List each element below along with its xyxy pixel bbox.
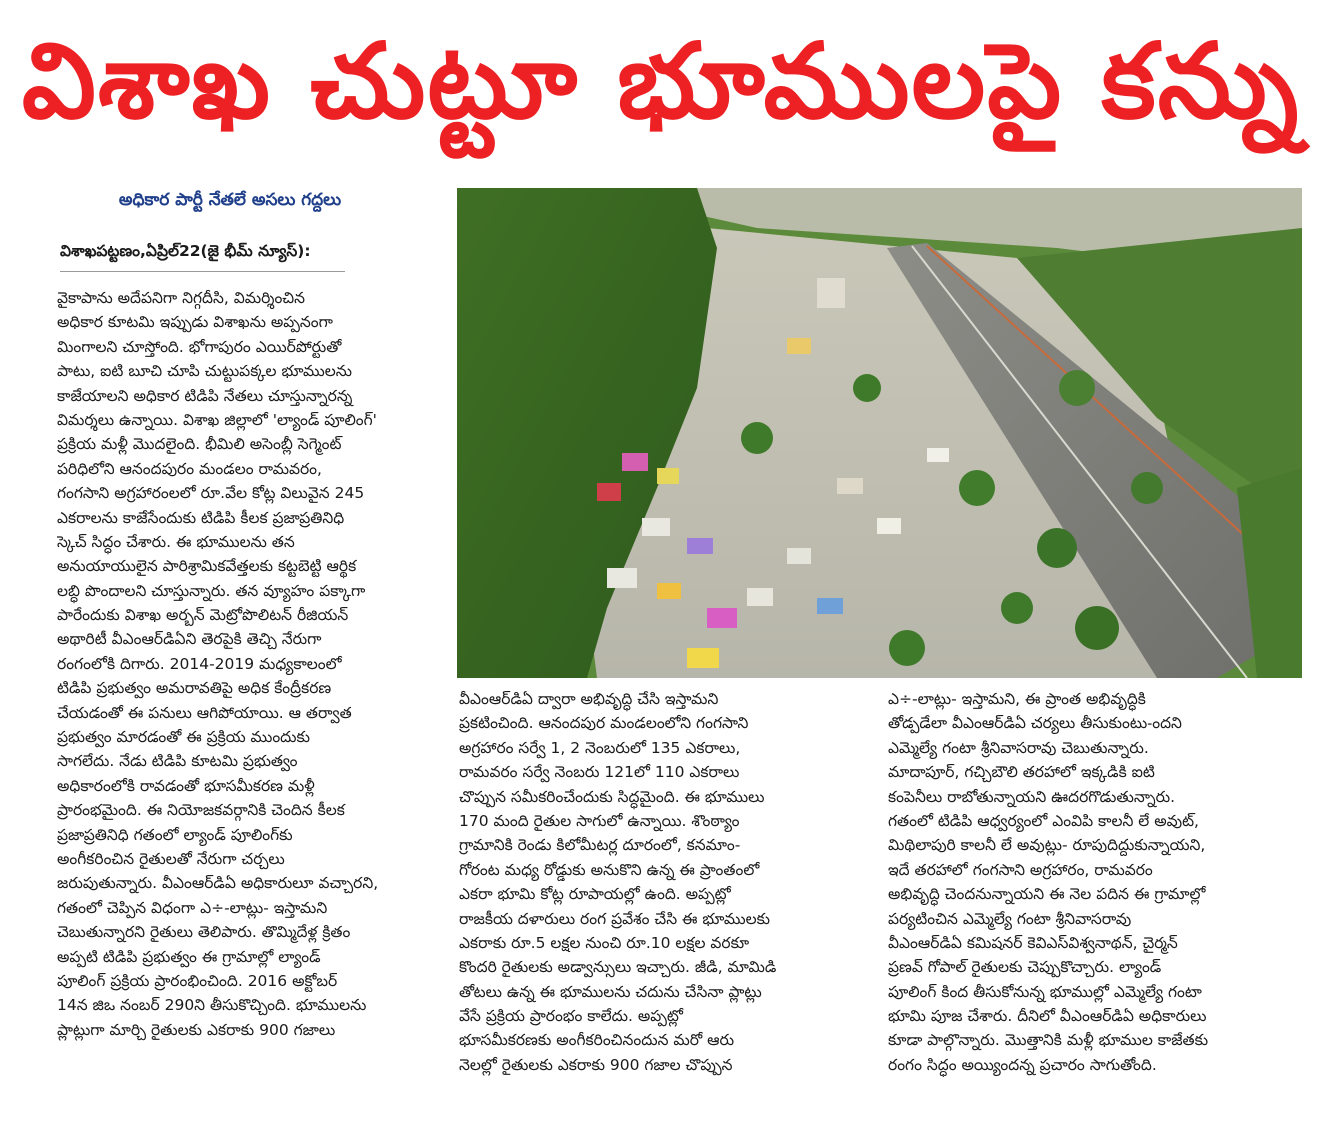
article-line: అప్పటి టిడిపి ప్రభుత్వం ఈ గ్రామాల్లో ల్యాండ్ (57, 947, 321, 966)
article-line: మిథిలాపురి కాలనీ లే అవుట్లు- రూపుదిద్దుకున్నాయని, (888, 836, 1206, 855)
article-line: కాజేయాలని అధికార టిడిపి నేతలు చూస్తున్నారన్న (57, 386, 353, 405)
headline: విశాఖ చుట్టూ భూములపై కన్ను (21, 20, 1301, 142)
article-line: నెలల్లో రైతులకు ఎకరాకు 900 గజాల చొప్పున (459, 1055, 733, 1074)
aerial-city-photo (457, 188, 1302, 678)
article-line: గతంలో చెప్పిన విధంగా ఎ÷-లాట్లు- ఇస్తామని (57, 898, 328, 917)
article-line: ఎ÷-లాట్లు- ఇస్తామని, ఈ ప్రాంత అభివృద్ధికి (888, 690, 1146, 708)
article-line: గ్రామానికి రెండు కిలోమీటర్ల దూరంలో, కనమాం- (459, 836, 741, 855)
article-line: చెబుతున్నారని రైతులు తెలిపారు. తొమ్మిదేళ్ల క్రితం (57, 923, 351, 942)
article-line: వేసే ప్రక్రియ ప్రారంభం కాలేదు. అప్పట్లో (459, 1007, 683, 1026)
article-line: తోడ్పడేలా వీఎంఆర్‌డిఏ చర్యలు తీసుకుంటు-ందని (888, 714, 1182, 733)
article-line: గతంలో టిడిపి ఆధ్వర్యంలో ఎంవిపి కాలనీ లే అవుట్, (888, 811, 1199, 830)
article-line: భూమి పూజ చేశారు. దీనిలో వీఎంఆర్‌డిఏ అధికారులు (888, 1007, 1207, 1026)
article-line: కంపెనీలు రాబోతున్నాయని ఊదరగొడుతున్నారు. (888, 787, 1176, 806)
article-line: రామవరం సర్వే నెంబరు 121లో 110 ఎకరాలు (459, 763, 740, 782)
article-line: ప్లాట్లుగా మార్చి రైతులకు ఎకరాకు 900 గజాలు (57, 1020, 336, 1039)
article-line: కొందరి రైతులకు అడ్వాన్సులు ఇచ్చారు. జీడి, మామిడి (459, 958, 777, 977)
article-line: విమర్శలు ఉన్నాయి. విశాఖ జిల్లాలో 'ల్యాండ్ పూలింగ్' (57, 410, 377, 429)
article-line: పాటు, ఐటి బూచి చూపి చుట్టుపక్కల భూములను (57, 362, 352, 381)
article-line: ప్రకటించింది. ఆనందపుర మండలంలోని గంగసాని (459, 714, 749, 733)
photo-illustration (457, 188, 1302, 678)
article-line: అంగీకరించిన రైతులతో నేరుగా చర్చలు (57, 849, 285, 868)
article-line: ప్రణవ్ గోపాల్ రైతులకు చెప్పుకొచ్చారు. ల్యాండ్ (888, 958, 1162, 977)
article-line: 14న జిఒ నంబర్ 290ని తీసుకొచ్చింది. భూములను (57, 996, 367, 1015)
article-line: వీఎంఆర్‌డిఏ ద్వారా అభివృద్ధి చేసి ఇస్తామని (459, 690, 719, 708)
article-line: పర్యటించిన ఎమ్మెల్యే గంటా శ్రీనివాసరావు (888, 909, 1132, 928)
article-line: ప్రజాప్రతినిధి గతంలో ల్యాండ్ పూలింగ్‌కు (57, 825, 293, 844)
article-line: అధికారంలోకి రావడంతో భూసమీకరణ మళ్లీ (57, 776, 315, 795)
article-line: ప్రభుత్వం మారడంతో ఈ ప్రక్రియ ముందుకు (57, 728, 310, 747)
article-line: రంగంలోకి దిగారు. 2014-2019 మధ్యకాలంలో (57, 654, 342, 673)
article-line: పూలింగ్ ప్రక్రియ ప్రారంభించింది. 2016 అక్టోబర్ (57, 971, 338, 990)
article-line: జరుపుతున్నారు. వీఎంఆర్‌డిఏ అధికారులూ వచ్చారని, (57, 874, 379, 893)
article-line: పరిధిలోని ఆనందపురం మండలం రామవరం, (57, 459, 322, 478)
article-line: మింగాలని చూస్తోంది. భోగాపురం ఎయిర్‌పోర్టుతో (57, 337, 342, 356)
article-line: స్కెచ్ సిద్ధం చేశారు. ఈ భూములను తన (57, 532, 295, 551)
article-line: తోటలు ఉన్న ఈ భూములను చదును చేసినా ప్లాట్లు (459, 982, 762, 1001)
article-line: అథారిటీ వీఎంఆర్‌డిఏని తెరపైకి తెచ్చి నేరుగా (57, 630, 322, 649)
article-line: టిడిపి ప్రభుత్వం అమరావతిపై అధిక కేంద్రీకరణ (57, 679, 332, 698)
subheadline: అధికార పార్టీ నేతలే అసలు గద్దలు (118, 190, 342, 210)
article-line: అగ్రహారం సర్వే 1, 2 నెంబరులో 135 ఎకరాలు, (459, 738, 741, 757)
article-line: వైకాపాను అదేపనిగా నిగ్గదీసి, విమర్శించిన (57, 289, 306, 307)
article-line: 170 మంది రైతుల సాగులో ఉన్నాయి. శొంఠ్యాం (459, 811, 740, 830)
article-line: కూడా పాల్గొన్నారు. మొత్తానికి మళ్లీ భూముల కాజేతకు (888, 1031, 1209, 1050)
article-line: ఎమ్మెల్యే గంటా శ్రీనివాసరావు చెబుతున్నారు. (888, 738, 1149, 757)
article-line: చేయడంతో ఈ పనులు ఆగిపోయాయి. ఆ తర్వాత (57, 703, 352, 722)
article-line: ఎకరాలను కాజేసేందుకు టిడిపి కీలక ప్రజాప్రతినిధి (57, 508, 345, 527)
article-line: పారేందుకు విశాఖ అర్బన్ మెట్రోపొలిటన్ రీజియన్ (57, 606, 349, 625)
article-line: రంగం సిద్ధం అయ్యిందన్న ప్రచారం సాగుతోంది. (888, 1055, 1157, 1074)
article-line: ఇదే తరహాలో గంగసాని అగ్రహారం, రామవరం (888, 860, 1153, 879)
article-line: రాజకీయ దళారులు రంగ ప్రవేశం చేసి ఈ భూములకు (459, 909, 771, 928)
article-line: ఎకరా భూమి కోట్ల రూపాయల్లో ఉంది. అప్పట్లో (459, 885, 731, 904)
article-line: గోరంట మధ్య రోడ్డుకు అనుకొని ఉన్న ఈ ప్రాంతంలో (459, 860, 760, 879)
article-line: గంగసాని అగ్రహారంలలో రూ.వేల కోట్ల విలువైన 245 (57, 484, 365, 503)
article-line: అనుయాయులైన పారిశ్రామికవేత్తలకు కట్టబెట్టి ఆర్థిక (57, 557, 357, 576)
article-line: మాదాపూర్, గచ్చిబౌలి తరహాలో ఇక్కడికి ఐటి (888, 763, 1155, 782)
dateline: విశాఖపట్టణం,ఏప్రిల్22(జై భీమ్ న్యూస్): (60, 240, 345, 272)
article-line: వీఎంఆర్‌డిఏ కమిషనర్ కెవిఎస్‌విశ్వనాథన్, చైర్మన్ (888, 933, 1178, 952)
article-line: చొప్పున సమీకరించేందుకు సిద్ధమైంది. ఈ భూములు (459, 787, 765, 806)
article-line: సాగలేదు. నేడు టిడిపి కూటమి ప్రభుత్వం (57, 752, 298, 771)
article-line: పూలింగ్ కింద తీసుకోనున్న భూముల్లో ఎమ్మెల్యే గంటా (888, 982, 1202, 1001)
article-line: భూసమీకరణకు అంగీకరించినందున మరో ఆరు (459, 1031, 735, 1050)
article-column-2 (459, 687, 859, 1077)
article-line: అభివృద్ధి చెందనున్నాయని ఈ నెల పదిన ఈ గ్రామాల్లో (888, 885, 1206, 904)
article-line: ప్రారంభమైంది. ఈ నియోజకవర్గానికి చెందిన కీలక (57, 801, 345, 820)
article-column-1 (57, 286, 437, 1042)
article-column-3 (888, 687, 1303, 1077)
article-line: ఎకరాకు రూ.5 లక్షల నుంచి రూ.10 లక్షల వరకూ (459, 933, 750, 952)
article-line: ప్రక్రియ మళ్లీ మొదలైంది. భీమిలి అసెంబ్లీ సెగ్మెంట్ (57, 435, 342, 454)
article-line: అధికార కూటమి ఇప్పుడు విశాఖను అప్పనంగా (57, 313, 333, 332)
article-line: లబ్ధి పొందాలని చూస్తున్నారు. తన వ్యూహం పక్కాగా (57, 581, 366, 600)
